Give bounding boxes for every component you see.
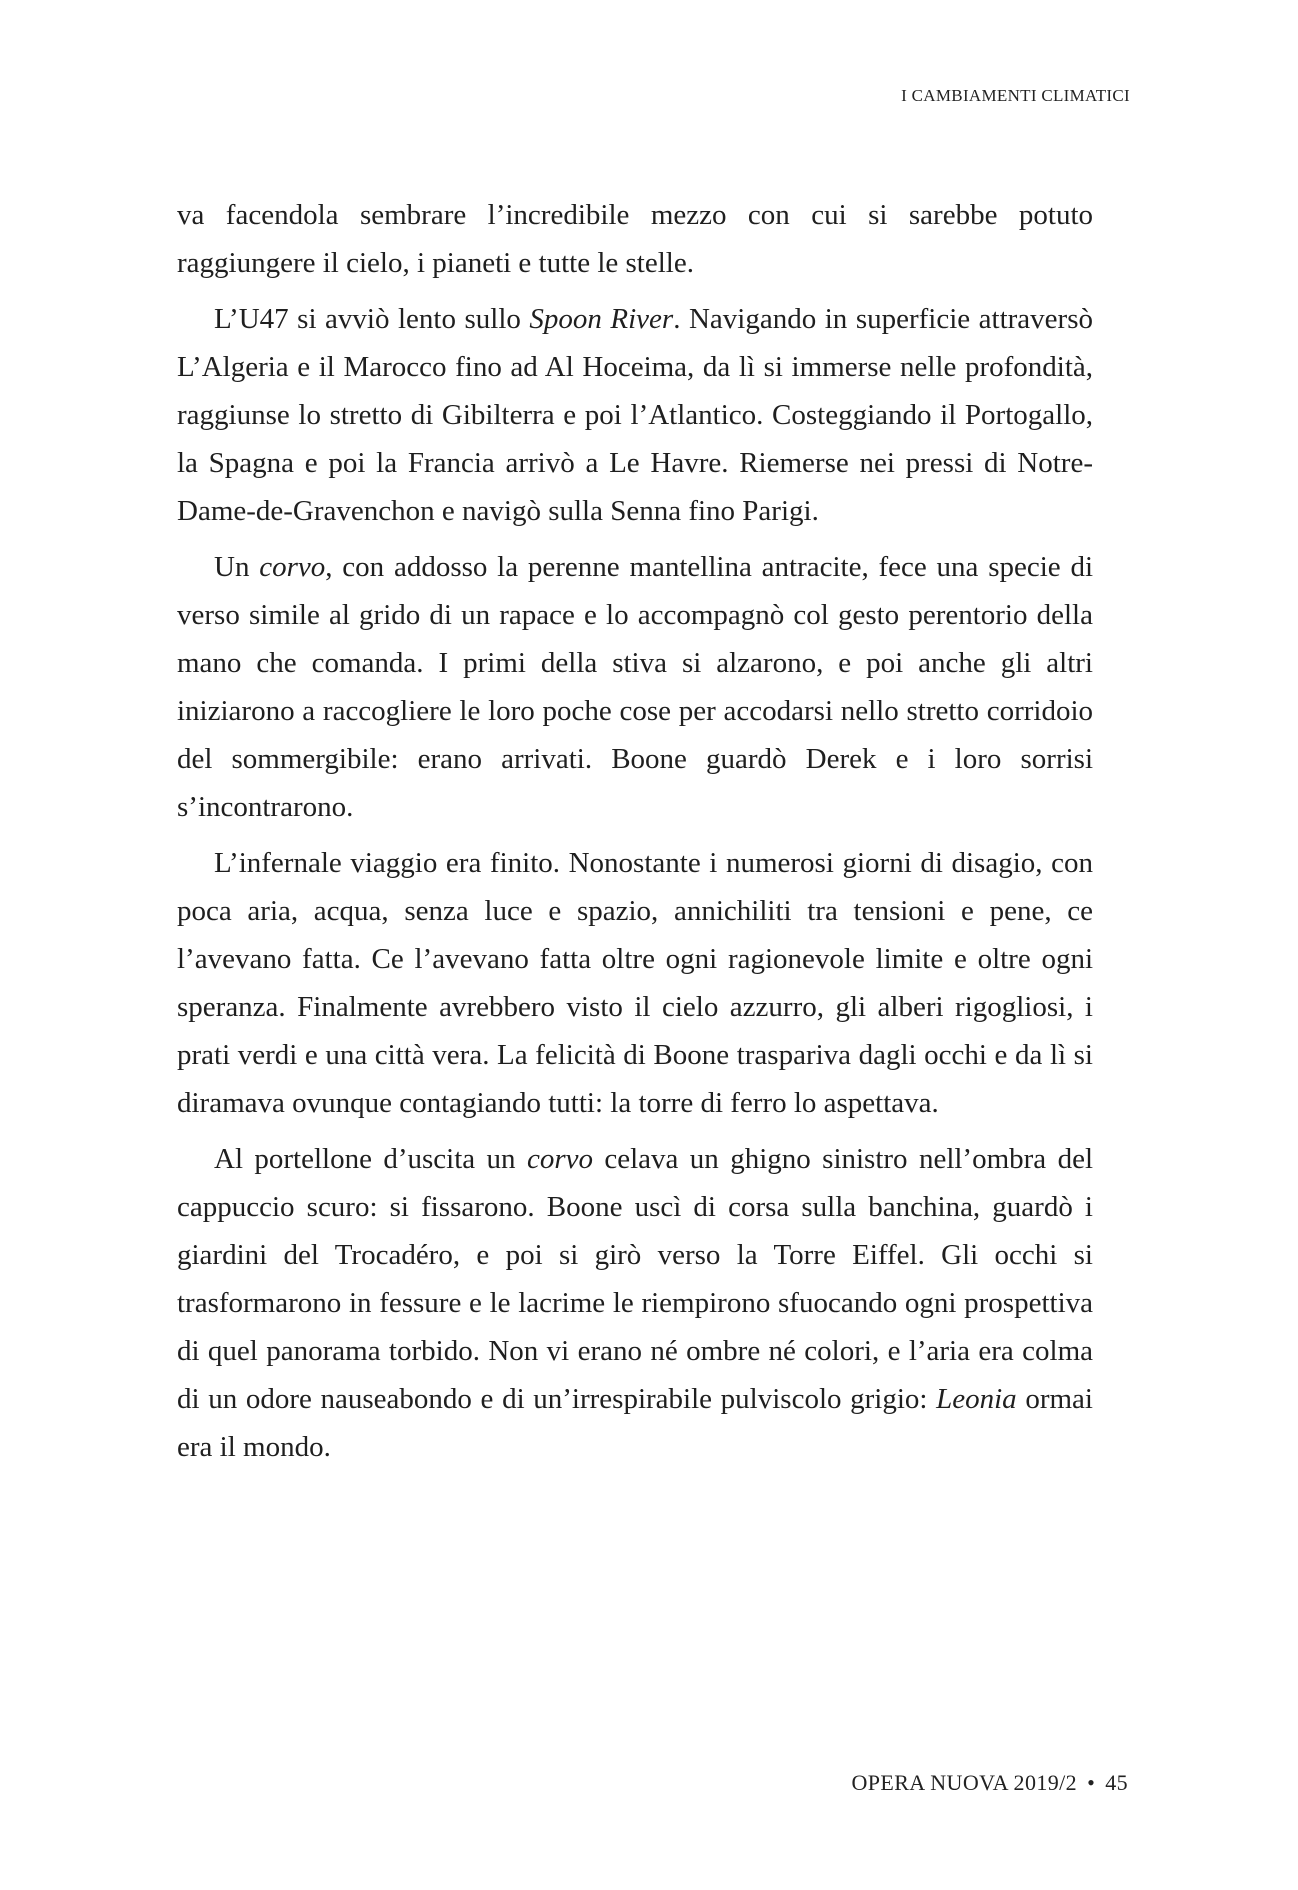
page-number: 45: [1105, 1770, 1128, 1795]
page-footer: [851, 1770, 1128, 1796]
body-text: [177, 191, 1093, 1471]
text-run: L’U47 si avviò lento sullo: [214, 303, 530, 335]
text-run: Un: [214, 551, 260, 583]
text-run: . Navigando in superficie attraversò L’Algeria e il Marocco fino ad Al Hoceima, da lì si immerse nelle profondità, raggiunse lo stretto di Gibilterra e poi l’Atlantico. Costeggiando il Portogallo, la Spagna e poi la Francia arrivò a Le Havre. Riemerse nei pressi di Notre-Dame-de-Gravenchon e navigò sulla Senna fino Parigi.: [177, 303, 1093, 527]
paragraph: [177, 191, 1093, 287]
italic-text: corvo: [526, 1143, 593, 1175]
text-run: Al portellone d’uscita un: [214, 1143, 527, 1175]
paragraph: [177, 839, 1093, 1127]
paragraph: [177, 295, 1093, 535]
footer-separator: •: [1087, 1770, 1096, 1795]
text-run: celava un ghigno sinistro nell’ombra del cappuccio scuro: si fissarono. Boone uscì di corsa sulla banchina, guardò i giardini del Trocadéro, e poi si girò verso la Torre Eiffel. Gli occhi si trasformarono in fessure e le lacrime le riempirono sfuocando ogni prospettiva di quel panorama torbido. Non vi erano né ombre né colori, e l’aria era colma di un odore nauseabondo e di un’irrespirabile pulviscolo grigio:: [177, 1143, 1093, 1415]
italic-text: Spoon River: [529, 303, 674, 335]
text-run: ormai era il mondo.: [177, 1383, 1093, 1463]
publication-title: OPERA NUOVA 2019/2: [851, 1770, 1078, 1795]
paragraph: [177, 1135, 1093, 1471]
italic-text: Leonia: [936, 1383, 1017, 1415]
paragraph: [177, 543, 1093, 831]
italic-text: corvo: [259, 551, 326, 583]
text-run: va facendola sembrare l’incredibile mezzo con cui si sarebbe potuto raggiungere il cielo, i pianeti e tutte le stelle.: [177, 199, 1093, 279]
running-head: I CAMBIAMENTI CLIMATICI: [901, 86, 1130, 105]
text-run: L’infernale viaggio era finito. Nonostante i numerosi giorni di disagio, con poca aria, acqua, senza luce e spazio, annichiliti tra tensioni e pene, ce l’avevano fatta. Ce l’avevano fatta oltre ogni ragionevole limite e oltre ogni speranza. Finalmente avrebbero visto il cielo azzurro, gli alberi rigogliosi, i prati verdi e una città vera. La felicità di Boone traspariva dagli occhi e da lì si diramava ovunque contagiando tutti: la torre di ferro lo aspettava.: [177, 847, 1093, 1119]
text-run: , con addosso la perenne mantellina antracite, fece una specie di verso simile al grido di un rapace e lo accompagnò col gesto perentorio della mano che comanda. I primi della stiva si alzarono, e poi anche gli altri iniziarono a raccogliere le loro poche cose per accodarsi nello stretto corridoio del sommergibile: erano arrivati. Boone guardò Derek e i loro sorrisi s’incontrarono.: [177, 551, 1093, 823]
